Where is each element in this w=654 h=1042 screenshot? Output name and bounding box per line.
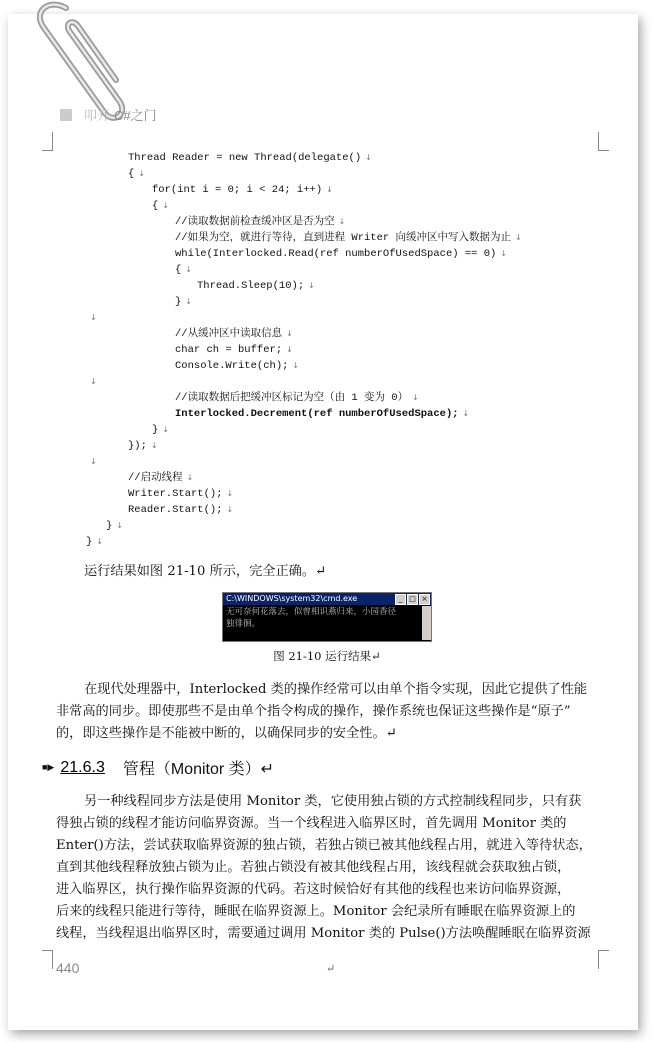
text-line: 得独占锁的线程才能访问临界资源。当一个线程进入临界区时，首先调用 Monitor 类的 — [56, 816, 567, 831]
code-line — [128, 438, 158, 454]
code-line — [175, 246, 507, 262]
header-prefix: 叩开 — [84, 108, 111, 123]
minimize-icon: _ — [395, 594, 406, 605]
code-line — [86, 534, 103, 550]
code-line — [175, 342, 293, 358]
paragraph-mark: ↓ — [338, 217, 346, 226]
result-sentence: 运行结果如图 21-10 所示，完全正确。↵ — [84, 564, 327, 579]
code-line — [86, 374, 97, 390]
code-text: { — [152, 200, 159, 212]
running-header — [60, 105, 157, 124]
code-line — [128, 470, 193, 486]
figure-caption: 图 21-10 运行结果↵ — [273, 649, 381, 663]
text-line: 线程，当线程退出临界区时，需要通过调用 Monitor 类的 Pulse()方法唤醒睡眠在临界资源 — [56, 926, 591, 941]
code-text: Interlocked.Decrement(ref numberOfUsedSpace); — [175, 408, 459, 420]
code-line — [175, 214, 345, 230]
paragraph-mark: ↓ — [515, 233, 522, 242]
code-text: char ch = buffer; — [175, 344, 283, 356]
console-output-line: 独徘徊。 — [226, 619, 261, 629]
text-line: 另一种线程同步方法是使用 Monitor 类，它使用独占锁的方式控制线程同步，只有获 — [84, 794, 582, 809]
code-text: for(int i = 0; i < 24; i++) — [152, 184, 323, 196]
header-title: C#之门 — [114, 108, 157, 123]
code-text: } — [175, 296, 182, 308]
paragraph-mark: ↓ — [138, 169, 146, 178]
crop-mark-top-right — [598, 132, 609, 151]
code-line — [197, 278, 315, 294]
paragraph-mark: ↓ — [186, 473, 194, 482]
console-window — [222, 592, 432, 642]
maximize-icon: □ — [407, 594, 418, 605]
paragraph-mark: ↓ — [462, 409, 470, 418]
code-text: //从缓冲区中读取信息 — [175, 328, 283, 340]
footer-mark: ↵ — [326, 962, 336, 975]
section-title: 管程（Monitor 类）↵ — [122, 761, 275, 778]
page-number: 440 — [56, 960, 80, 976]
text-line: 非常高的同步。即使那些不是由单个指令构成的操作，操作系统也保证这些操作是“原子” — [56, 704, 571, 719]
paragraph-mark: ↓ — [162, 425, 170, 434]
paragraph-mark: ↓ — [292, 361, 300, 370]
section-number: 21.6.3 — [60, 758, 105, 776]
section-bullet-icon: ■▶ — [42, 762, 55, 772]
code-text: //读取数据前检查缓冲区是否为空 — [175, 216, 335, 228]
code-text: Thread Reader = new Thread(delegate() — [128, 152, 362, 164]
console-title: C:\WINDOWS\system32\cmd.exe — [226, 594, 358, 603]
paragraph-mark: ↓ — [286, 329, 293, 338]
crop-mark-bottom-right — [598, 950, 609, 969]
code-line — [175, 262, 192, 278]
console-output-line: 无可奈何花落去，似曾相识燕归来，小园香径 — [226, 607, 397, 617]
code-line — [175, 326, 293, 342]
code-line — [175, 230, 522, 246]
crop-mark-top-left — [42, 132, 53, 151]
code-text: { — [128, 168, 135, 180]
code-text: } — [106, 520, 113, 532]
text-line: Enter()方法，尝试获取临界资源的独占锁，若独占锁已被其他线程占用，就进入等待状态， — [56, 838, 592, 853]
code-line — [152, 198, 169, 214]
code-line — [175, 390, 419, 406]
text-line: 在现代处理器中，Interlocked 类的操作经常可以由单个指令实现，因此它提供了性能 — [84, 682, 588, 697]
code-text: //读取数据后把缓冲区标记为空（由 1 变为 0） — [175, 392, 409, 404]
code-text: Console.Write(ch); — [175, 360, 289, 372]
paragraph-mark: ↓ — [365, 153, 372, 162]
paragraph-mark: ↓ — [412, 393, 419, 402]
paragraph-mark: ↓ — [308, 281, 315, 290]
paragraph-mark: ↓ — [226, 489, 234, 498]
code-line — [86, 310, 97, 326]
paragraph-mark: ↓ — [96, 537, 104, 546]
code-line — [152, 422, 169, 438]
code-text: { — [175, 264, 182, 276]
code-line — [128, 502, 233, 518]
paragraph-mark: ↓ — [90, 457, 97, 466]
console-titlebar — [223, 593, 431, 605]
code-text: while(Interlocked.Read(ref numberOfUsedSpace) == 0) — [175, 248, 497, 260]
paragraph-mark: ↓ — [90, 377, 97, 386]
text-line: 后来的线程只能进行等待，睡眠在临界资源上。Monitor 会纪录所有睡眠在临界资源上的 — [56, 904, 576, 919]
console-scrollbar — [422, 606, 431, 640]
code-line — [128, 486, 233, 502]
paragraph-mark: ↓ — [185, 265, 193, 274]
code-text: } — [152, 424, 159, 436]
code-line — [175, 294, 192, 310]
paragraph-mark: ↓ — [500, 249, 508, 258]
section-heading — [42, 756, 274, 779]
code-text: } — [86, 536, 93, 548]
paragraph-mark: ↓ — [226, 505, 234, 514]
code-text: Reader.Start(); — [128, 504, 223, 516]
close-icon: × — [419, 594, 430, 605]
code-line — [106, 518, 123, 534]
code-line — [128, 166, 145, 182]
code-line — [175, 358, 299, 374]
code-line — [175, 406, 469, 422]
code-line — [152, 182, 333, 198]
code-text: //如果为空，就进行等待，直到进程 Writer 向缓冲区中写入数据为止 — [175, 232, 512, 244]
code-text: //启动线程 — [128, 472, 183, 484]
code-line — [128, 150, 372, 166]
text-line: 直到其他线程释放独占锁为止。若独占锁没有被其他线程占用，该线程就会获取独占锁， — [56, 860, 571, 875]
header-square-icon — [60, 109, 72, 121]
paragraph-mark: ↓ — [150, 441, 158, 450]
paragraph-mark: ↓ — [162, 201, 170, 210]
crop-mark-bottom-left — [42, 950, 53, 969]
code-text: Thread.Sleep(10); — [197, 280, 305, 292]
code-text: Writer.Start(); — [128, 488, 223, 500]
code-text: }); — [128, 440, 147, 452]
paragraph-mark: ↓ — [185, 297, 193, 306]
paragraph-mark: ↓ — [326, 185, 333, 194]
text-line: 的，即这些操作是不能被中断的，以确保同步的安全性。↵ — [56, 726, 397, 741]
code-line — [86, 454, 97, 470]
paragraph-mark: ↓ — [116, 521, 124, 530]
paragraph-mark: ↓ — [286, 345, 293, 354]
paragraph-mark: ↓ — [90, 313, 97, 322]
text-line: 进入临界区，执行操作临界资源的代码。若这时候恰好有其他的线程也来访问临界资源， — [56, 882, 571, 897]
